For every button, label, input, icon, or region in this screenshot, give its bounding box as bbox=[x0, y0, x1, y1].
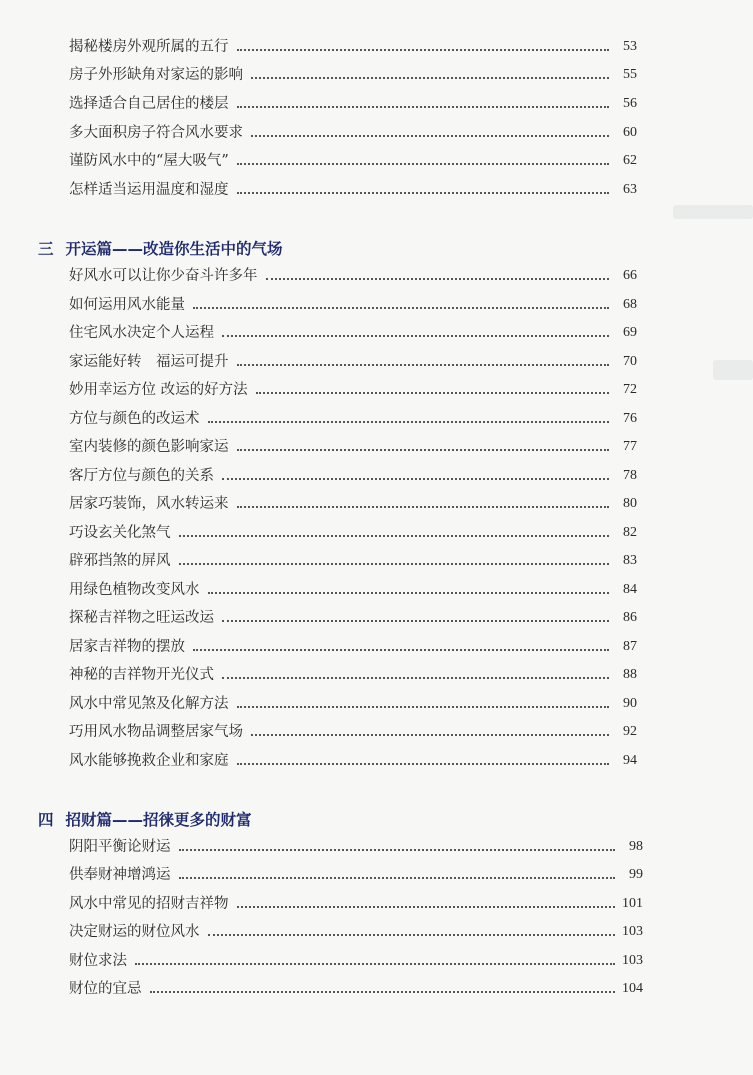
toc-entry-page: 78 bbox=[623, 468, 637, 483]
toc-entry-page: 84 bbox=[623, 582, 637, 597]
toc-entry-title: 决定财运的财位风水 bbox=[69, 924, 200, 940]
toc-entry-title: 好风水可以让你少奋斗许多年 bbox=[69, 268, 258, 284]
dot-leader bbox=[208, 576, 610, 604]
toc-entry[interactable] bbox=[69, 90, 637, 118]
toc-entry-page: 68 bbox=[623, 297, 637, 312]
toc-entry-title: 房子外形缺角对家运的影响 bbox=[69, 67, 243, 83]
toc-entry-title: 客厅方位与颜色的关系 bbox=[69, 468, 214, 484]
toc-entry-page: 60 bbox=[623, 125, 637, 140]
toc-entry-page: 98 bbox=[629, 839, 643, 854]
toc-entry[interactable] bbox=[69, 947, 643, 975]
toc-entry-title: 谨防风水中的“屋大吸气” bbox=[69, 153, 229, 169]
toc-entry[interactable] bbox=[69, 490, 637, 518]
toc-entry-title: 用绿色植物改变风水 bbox=[69, 582, 200, 598]
dot-leader bbox=[237, 490, 610, 518]
toc-entry-page: 77 bbox=[623, 439, 637, 454]
toc-entry-page: 80 bbox=[623, 496, 637, 511]
dot-leader bbox=[222, 604, 609, 632]
toc-entry-page: 87 bbox=[623, 639, 637, 654]
toc-entry-title: 财位求法 bbox=[69, 953, 127, 969]
toc-entry[interactable] bbox=[69, 918, 643, 946]
toc-entry-title: 风水能够挽救企业和家庭 bbox=[69, 753, 229, 769]
dot-leader bbox=[251, 718, 609, 746]
toc-entry-page: 70 bbox=[623, 354, 637, 369]
dot-leader bbox=[179, 519, 610, 547]
toc-entry[interactable] bbox=[69, 33, 637, 61]
toc-entry-page: 66 bbox=[623, 268, 637, 283]
toc-entry-page: 62 bbox=[623, 153, 637, 168]
toc-entry[interactable] bbox=[69, 348, 637, 376]
section-number: 三 bbox=[38, 240, 54, 258]
toc-entry[interactable] bbox=[69, 861, 643, 889]
toc-entry[interactable] bbox=[69, 576, 637, 604]
toc-entry-title: 神秘的吉祥物开光仪式 bbox=[69, 667, 214, 683]
toc-entry-title: 居家吉祥物的摆放 bbox=[69, 639, 185, 655]
toc-entry-page: 92 bbox=[623, 724, 637, 739]
toc-entry[interactable] bbox=[69, 890, 643, 918]
toc-entry-page: 83 bbox=[623, 553, 637, 568]
toc-entry-page: 90 bbox=[623, 696, 637, 711]
toc-entry[interactable] bbox=[69, 61, 637, 89]
dot-leader bbox=[193, 633, 609, 661]
dot-leader bbox=[208, 918, 616, 946]
toc-entry-page: 88 bbox=[623, 667, 637, 682]
toc-entry-title: 室内装修的颜色影响家运 bbox=[69, 439, 229, 455]
section-title: 招财篇——招徕更多的财富 bbox=[65, 811, 252, 829]
toc-entry[interactable] bbox=[69, 519, 637, 547]
toc-entry[interactable] bbox=[69, 319, 637, 347]
toc-entry[interactable] bbox=[69, 633, 637, 661]
toc-entry[interactable] bbox=[69, 119, 637, 147]
dot-leader bbox=[256, 376, 609, 404]
toc-entry-title: 妙用幸运方位 改运的好方法 bbox=[69, 382, 248, 398]
toc-entry-page: 103 bbox=[622, 924, 643, 939]
toc-entry-title: 揭秘楼房外观所属的五行 bbox=[69, 39, 229, 55]
toc-entry-page: 99 bbox=[629, 867, 643, 882]
toc-entry-title: 如何运用风水能量 bbox=[69, 297, 185, 313]
toc-entry-title: 风水中常见煞及化解方法 bbox=[69, 696, 229, 712]
dot-leader bbox=[179, 833, 616, 861]
toc-entry-page: 101 bbox=[622, 896, 643, 911]
toc-entry-title: 财位的宜忌 bbox=[69, 981, 142, 997]
toc-entry-page: 63 bbox=[623, 182, 637, 197]
dot-leader bbox=[237, 890, 616, 918]
toc-entry[interactable] bbox=[69, 718, 637, 746]
toc-entry[interactable] bbox=[69, 975, 643, 1003]
dot-leader bbox=[237, 747, 610, 775]
toc-entry[interactable] bbox=[69, 547, 637, 575]
toc-entry-title: 方位与颜色的改运术 bbox=[69, 411, 200, 427]
toc-entry-page: 104 bbox=[622, 981, 643, 996]
toc-entry-title: 家运能好转 福运可提升 bbox=[69, 354, 229, 370]
toc-entry[interactable] bbox=[69, 176, 637, 204]
dot-leader bbox=[251, 119, 609, 147]
toc-entry-title: 巧设玄关化煞气 bbox=[69, 525, 171, 541]
dot-leader bbox=[179, 547, 610, 575]
toc-entry[interactable] bbox=[69, 690, 637, 718]
dot-leader bbox=[222, 462, 609, 490]
toc-entry[interactable] bbox=[69, 833, 643, 861]
toc-entry[interactable] bbox=[69, 747, 637, 775]
section-title: 开运篇——改造你生活中的气场 bbox=[65, 240, 283, 258]
toc-entry-page: 72 bbox=[623, 382, 637, 397]
toc-entry-page: 94 bbox=[623, 753, 637, 768]
toc-entry-title: 探秘吉祥物之旺运改运 bbox=[69, 610, 214, 626]
dot-leader bbox=[237, 348, 610, 376]
toc-entry-page: 103 bbox=[622, 953, 643, 968]
section-heading bbox=[38, 806, 252, 834]
dot-leader bbox=[237, 690, 610, 718]
dot-leader bbox=[135, 947, 615, 975]
toc-entry-page: 53 bbox=[623, 39, 637, 54]
dot-leader bbox=[237, 433, 610, 461]
toc-entry[interactable] bbox=[69, 376, 637, 404]
toc-entry-title: 多大面积房子符合风水要求 bbox=[69, 125, 243, 141]
show-through-artifact bbox=[713, 360, 753, 380]
toc-entry-title: 风水中常见的招财吉祥物 bbox=[69, 896, 229, 912]
toc-entry[interactable] bbox=[69, 147, 637, 175]
toc-entry-page: 69 bbox=[623, 325, 637, 340]
toc-entry[interactable] bbox=[69, 291, 637, 319]
dot-leader bbox=[150, 975, 616, 1003]
dot-leader bbox=[193, 291, 609, 319]
section-heading bbox=[38, 235, 283, 263]
toc-entry-title: 选择适合自己居住的楼层 bbox=[69, 96, 229, 112]
toc-entry-title: 居家巧装饰，风水转运来 bbox=[69, 496, 229, 512]
toc-entry-page: 76 bbox=[623, 411, 637, 426]
toc-entry-title: 辟邪挡煞的屏风 bbox=[69, 553, 171, 569]
toc-entry-page: 56 bbox=[623, 96, 637, 111]
toc-entry-title: 住宅风水决定个人运程 bbox=[69, 325, 214, 341]
toc-entry-page: 82 bbox=[623, 525, 637, 540]
toc-entry-page: 86 bbox=[623, 610, 637, 625]
dot-leader bbox=[237, 90, 610, 118]
show-through-artifact bbox=[673, 205, 753, 219]
toc-entry[interactable] bbox=[69, 462, 637, 490]
dot-leader bbox=[222, 661, 609, 689]
toc-entry-title: 巧用风水物品调整居家气场 bbox=[69, 724, 243, 740]
dot-leader bbox=[237, 33, 610, 61]
toc-entry-title: 阴阳平衡论财运 bbox=[69, 839, 171, 855]
dot-leader bbox=[266, 262, 610, 290]
dot-leader bbox=[208, 405, 610, 433]
dot-leader bbox=[251, 61, 609, 89]
toc-entry[interactable] bbox=[69, 262, 637, 290]
dot-leader bbox=[179, 861, 616, 889]
toc-entry[interactable] bbox=[69, 661, 637, 689]
dot-leader bbox=[222, 319, 609, 347]
section-number: 四 bbox=[38, 811, 54, 829]
toc-entry-page: 55 bbox=[623, 67, 637, 82]
dot-leader bbox=[237, 147, 609, 175]
toc-entry[interactable] bbox=[69, 604, 637, 632]
toc-entry-title: 怎样适当运用温度和湿度 bbox=[69, 182, 229, 198]
dot-leader bbox=[237, 176, 610, 204]
toc-entry[interactable] bbox=[69, 433, 637, 461]
toc-entry-title: 供奉财神增鸿运 bbox=[69, 867, 171, 883]
toc-entry[interactable] bbox=[69, 405, 637, 433]
